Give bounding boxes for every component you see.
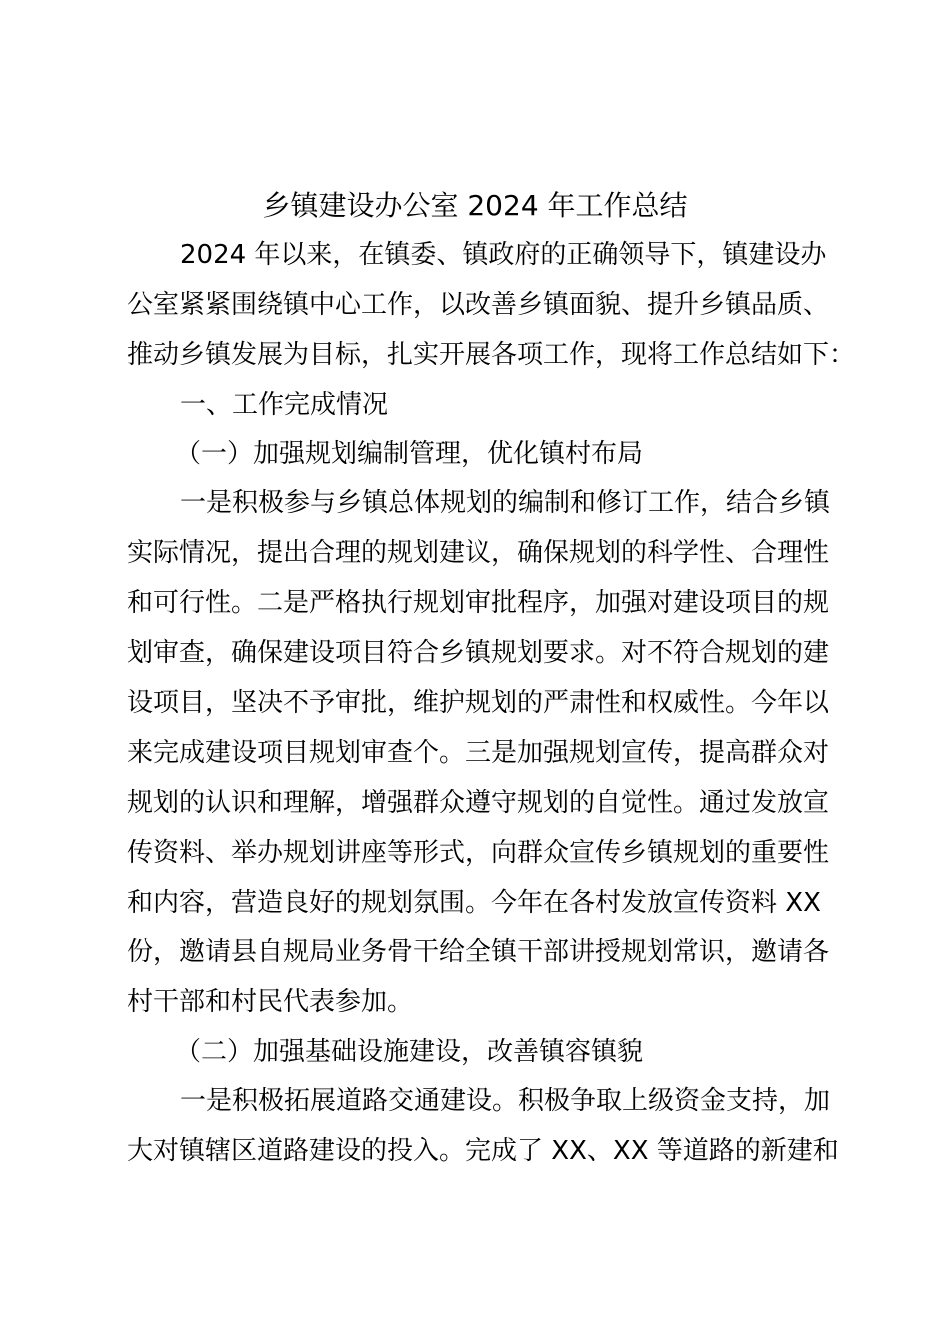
paragraph-line: 一是积极拓展道路交通建设。积极争取上级资金支持，加 (180, 1086, 831, 1116)
paragraph-line: 推动乡镇发展为目标，扎实开展各项工作，现将工作总结如下： (127, 340, 856, 370)
paragraph-line: 公室紧紧围绕镇中心工作，以改善乡镇面貌、提升乡镇品质、 (127, 290, 830, 320)
paragraph-line: 大对镇辖区道路建设的投入。完成了 XX、XX 等道路的新建和 (127, 1136, 839, 1166)
paragraph-line: 划审查，确保建设项目符合乡镇规划要求。对不符合规划的建 (127, 638, 830, 668)
paragraph-line: 2024 年以来，在镇委、镇政府的正确领导下，镇建设办 (180, 240, 827, 270)
paragraph-line: 来完成建设项目规划审查个。三是加强规划宣传，提高群众对 (127, 738, 830, 768)
paragraph-line: 村干部和村民代表参加。 (127, 987, 414, 1017)
subsection-heading: （一）加强规划编制管理，优化镇村布局 (175, 439, 644, 469)
section-heading: 一、工作完成情况 (180, 390, 389, 420)
document-title: 乡镇建设办公室 2024 年工作总结 (262, 189, 688, 222)
paragraph-line: 和可行性。二是严格执行规划审批程序，加强对建设项目的规 (127, 588, 830, 618)
paragraph-line: 传资料、举办规划讲座等形式，向群众宣传乡镇规划的重要性 (127, 838, 830, 868)
subsection-heading: （二）加强基础设施建设，改善镇容镇貌 (175, 1037, 644, 1067)
paragraph-line: 和内容，营造良好的规划氛围。今年在各村发放宣传资料 XX (127, 888, 821, 918)
paragraph-line: 份，邀请县自规局业务骨干给全镇干部讲授规划常识，邀请各 (127, 937, 830, 967)
paragraph-line: 设项目，坚决不予审批，维护规划的严肃性和权威性。今年以 (127, 688, 830, 718)
paragraph-line: 一是积极参与乡镇总体规划的编制和修订工作，结合乡镇 (180, 488, 831, 518)
paragraph-line: 实际情况，提出合理的规划建议，确保规划的科学性、合理性 (127, 538, 830, 568)
paragraph-line: 规划的认识和理解，增强群众遵守规划的自觉性。通过发放宣 (127, 788, 830, 818)
